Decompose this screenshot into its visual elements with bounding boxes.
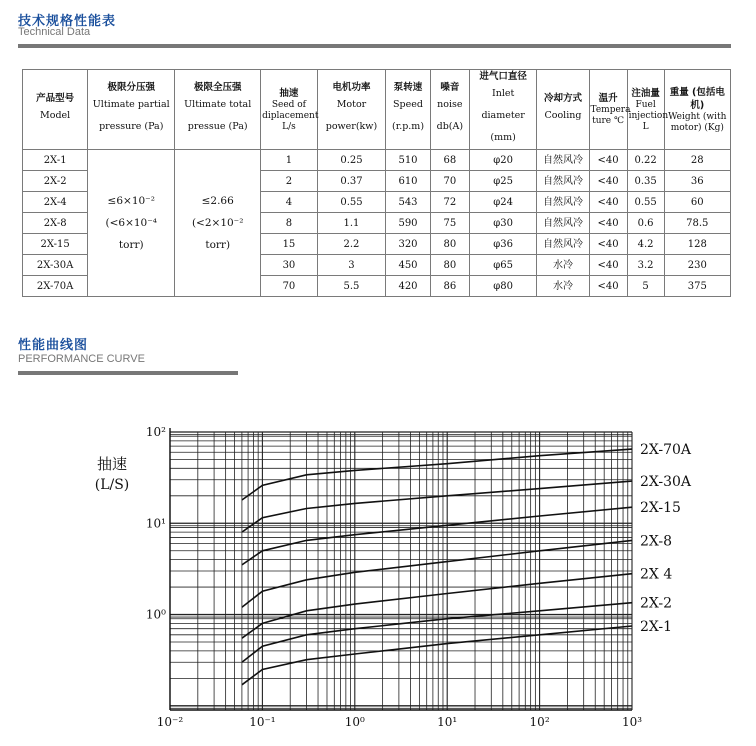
cell-weight: 128 bbox=[664, 234, 730, 255]
cell-inlet: φ36 bbox=[469, 234, 536, 255]
cell-inlet: φ65 bbox=[469, 255, 536, 276]
cell-noise: 68 bbox=[430, 150, 469, 171]
cell-speed: 1 bbox=[261, 150, 318, 171]
cell-power: 5.5 bbox=[317, 276, 386, 297]
series-label: 2X-15 bbox=[640, 500, 681, 517]
cell-power: 3 bbox=[317, 255, 386, 276]
y-tick-label: 10⁰ bbox=[145, 607, 166, 622]
header-oil: 注油量 Fuel injection L bbox=[627, 70, 664, 150]
cell-speed: 15 bbox=[261, 234, 318, 255]
cell-temp: <40 bbox=[589, 171, 627, 192]
cell-oil: 0.55 bbox=[627, 192, 664, 213]
cell-cooling: 自然风冷 bbox=[537, 192, 589, 213]
series-label: 2X-30A bbox=[640, 474, 692, 491]
header-speed: 抽速 Seed of diplacement L/s bbox=[261, 70, 318, 150]
cell-temp: <40 bbox=[589, 192, 627, 213]
cell-model: 2X-70A bbox=[23, 276, 88, 297]
cell-inlet: φ25 bbox=[469, 171, 536, 192]
cell-noise: 70 bbox=[430, 171, 469, 192]
technical-title-cn: 技术规格性能表 bbox=[18, 14, 117, 29]
series-line-5 bbox=[242, 603, 632, 663]
cell-noise: 80 bbox=[430, 234, 469, 255]
cell-cooling: 自然风冷 bbox=[537, 213, 589, 234]
header-rpm: 泵转速 Speed (r.p.m) bbox=[386, 70, 431, 150]
cell-inlet: φ30 bbox=[469, 213, 536, 234]
cell-speed: 8 bbox=[261, 213, 318, 234]
performance-title-en: PERFORMANCE CURVE bbox=[18, 353, 145, 365]
series-label: 2X-2 bbox=[640, 595, 673, 612]
cell-noise: 72 bbox=[430, 192, 469, 213]
series-line-1 bbox=[242, 481, 632, 532]
cell-oil: 0.22 bbox=[627, 150, 664, 171]
pressure-text-line: torr) bbox=[118, 239, 144, 251]
cell-model: 2X-30A bbox=[23, 255, 88, 276]
y-axis-label: 抽速 bbox=[96, 455, 128, 473]
cell-temp: <40 bbox=[589, 276, 627, 297]
pressure-text-line: ≤2.66 bbox=[201, 195, 234, 207]
y-axis-unit-label: (L/S) bbox=[94, 477, 130, 493]
pressure-text-line: torr) bbox=[205, 239, 231, 251]
cell-inlet: φ20 bbox=[469, 150, 536, 171]
series-label: 2X-1 bbox=[640, 618, 673, 635]
cell-cooling: 自然风冷 bbox=[537, 171, 589, 192]
cell-power: 1.1 bbox=[317, 213, 386, 234]
cell-weight: 28 bbox=[664, 150, 730, 171]
header-temp: 温升 Tempera ture ℃ bbox=[589, 70, 627, 150]
cell-rpm: 420 bbox=[386, 276, 431, 297]
header-motor-power: 电机功率 Motor power(kw) bbox=[317, 70, 386, 150]
pressure-text-line: (<2×10⁻² bbox=[191, 217, 244, 229]
cell-oil: 3.2 bbox=[627, 255, 664, 276]
cell-speed: 2 bbox=[261, 171, 318, 192]
cell-rpm: 610 bbox=[386, 171, 431, 192]
cell-weight: 36 bbox=[664, 171, 730, 192]
technical-title-en: Technical Data bbox=[18, 26, 91, 38]
cell-weight: 230 bbox=[664, 255, 730, 276]
x-tick-label: 10⁻¹ bbox=[249, 715, 276, 729]
cell-cooling: 自然风冷 bbox=[537, 234, 589, 255]
cell-power: 0.55 bbox=[317, 192, 386, 213]
cell-power: 0.25 bbox=[317, 150, 386, 171]
header-weight: 重量 (包括电机) Weight (with motor) (Kg) bbox=[664, 70, 730, 150]
x-tick-label: 10² bbox=[529, 715, 550, 729]
cell-model: 2X-8 bbox=[23, 213, 88, 234]
cell-cooling: 水冷 bbox=[537, 255, 589, 276]
header-inlet: 进气口直径 Inlet diameter (mm) bbox=[469, 70, 536, 150]
x-tick-label: 10¹ bbox=[437, 715, 458, 729]
cell-noise: 86 bbox=[430, 276, 469, 297]
cell-weight: 78.5 bbox=[664, 213, 730, 234]
header-model: 产品型号 Model bbox=[23, 70, 88, 150]
cell-temp: <40 bbox=[589, 213, 627, 234]
cell-inlet: φ24 bbox=[469, 192, 536, 213]
cell-temp: <40 bbox=[589, 255, 627, 276]
cell-power: 0.37 bbox=[317, 171, 386, 192]
cell-model: 2X-2 bbox=[23, 171, 88, 192]
cell-rpm: 510 bbox=[386, 150, 431, 171]
cell-oil: 4.2 bbox=[627, 234, 664, 255]
cell-oil: 5 bbox=[627, 276, 664, 297]
cell-model: 2X-15 bbox=[23, 234, 88, 255]
series-line-2 bbox=[242, 507, 632, 565]
cell-rpm: 590 bbox=[386, 213, 431, 234]
header-total-pressure: 极限全压强 Ultimate total pressue (Pa) bbox=[175, 70, 261, 150]
cell-speed: 70 bbox=[261, 276, 318, 297]
cell-inlet: φ80 bbox=[469, 276, 536, 297]
cell-power: 2.2 bbox=[317, 234, 386, 255]
pressure-text-line: ≤6×10⁻² bbox=[107, 195, 155, 207]
series-label: 2X 4 bbox=[640, 566, 673, 583]
cell-noise: 75 bbox=[430, 213, 469, 234]
cell-oil: 0.6 bbox=[627, 213, 664, 234]
y-tick-label: 10² bbox=[145, 425, 166, 439]
x-tick-label: 10³ bbox=[621, 715, 643, 729]
cell-cooling: 自然风冷 bbox=[537, 150, 589, 171]
header-cooling: 冷却方式 Cooling bbox=[537, 70, 589, 150]
performance-title-cn: 性能曲线图 bbox=[18, 338, 89, 353]
cell-cooling: 水冷 bbox=[537, 276, 589, 297]
cell-weight: 60 bbox=[664, 192, 730, 213]
x-tick-label: 10⁰ bbox=[344, 715, 365, 729]
cell-model: 2X-4 bbox=[23, 192, 88, 213]
cell-noise: 80 bbox=[430, 255, 469, 276]
cell-speed: 30 bbox=[261, 255, 318, 276]
series-label: 2X-8 bbox=[640, 533, 673, 550]
x-tick-label: 10⁻² bbox=[156, 715, 184, 729]
cell-weight: 375 bbox=[664, 276, 730, 297]
cell-rpm: 543 bbox=[386, 192, 431, 213]
cell-rpm: 320 bbox=[386, 234, 431, 255]
cell-speed: 4 bbox=[261, 192, 318, 213]
cell-temp: <40 bbox=[589, 150, 627, 171]
header-noise: 噪音 noise db(A) bbox=[430, 70, 469, 150]
cell-rpm: 450 bbox=[386, 255, 431, 276]
y-tick-label: 10¹ bbox=[145, 516, 166, 531]
cell-temp: <40 bbox=[589, 234, 627, 255]
series-line-0 bbox=[242, 449, 632, 500]
header-partial-pressure: 极限分压强 Ultimate partial pressure (Pa) bbox=[88, 70, 175, 150]
cell-model: 2X-1 bbox=[23, 150, 88, 171]
pressure-text-line: (<6×10⁻⁴ bbox=[105, 217, 157, 229]
cell-oil: 0.35 bbox=[627, 171, 664, 192]
series-label: 2X-70A bbox=[640, 442, 692, 459]
